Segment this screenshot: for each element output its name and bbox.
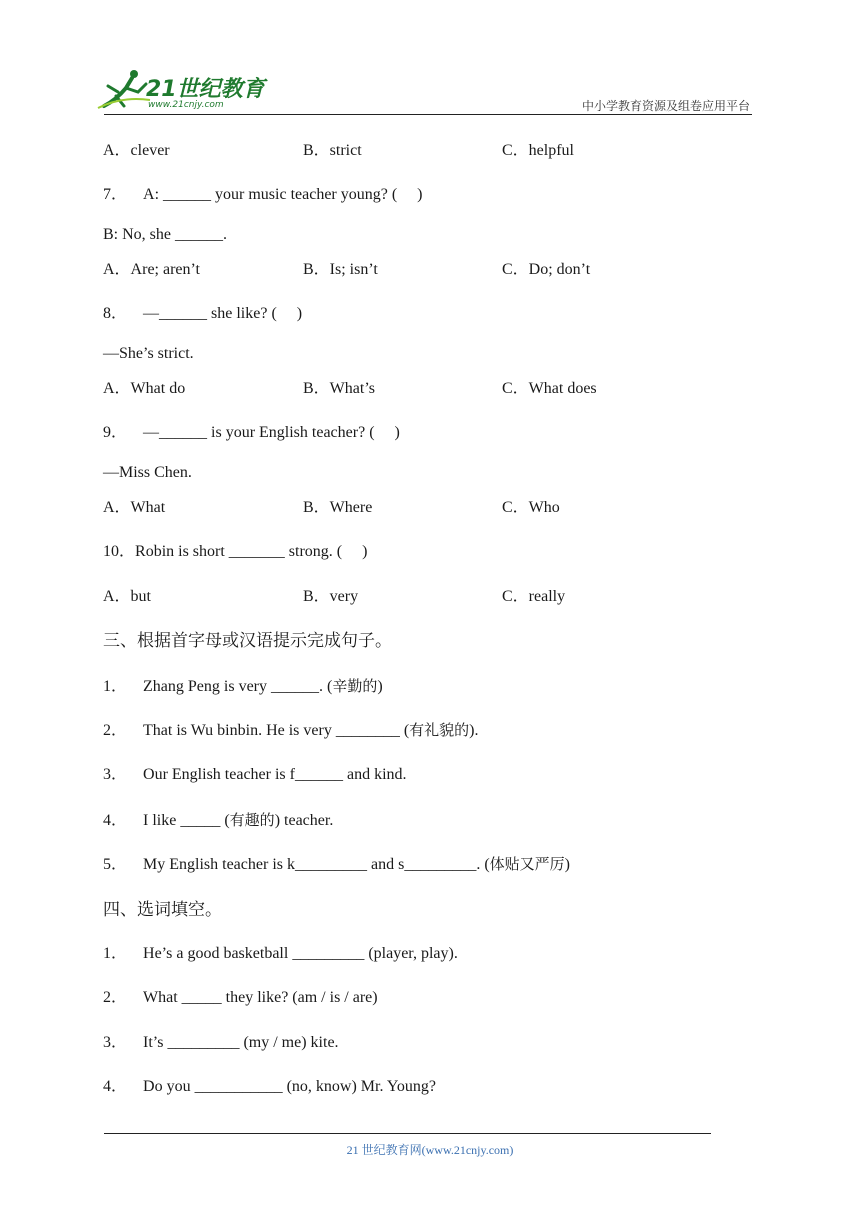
q8-number: 8． (103, 305, 128, 322)
q7-question (103, 185, 423, 205)
runner-logo-icon (96, 66, 152, 112)
s3-item-5-hint: 体贴又严厉 (489, 855, 565, 873)
s3-item-4-hint: 有趣的 (229, 811, 275, 829)
q10-option-b: B．very (303, 588, 359, 605)
q7-answer-line: B: No, she ______. (103, 226, 227, 243)
q9-option-c: C．Who (502, 499, 560, 516)
s3-item-2-hint: 有礼貌的 (409, 721, 470, 739)
s3-item-3: 3． Our English teacher is f______ and kind. (103, 766, 407, 783)
q8-option-b: B．What’s (303, 380, 375, 397)
logo-text: 21世纪教育 (146, 77, 265, 102)
footer-text: 21 世纪教育网(www.21cnjy.com) (346, 1143, 514, 1157)
platform-title: 中小学教育资源及组卷应用平台 (581, 99, 750, 113)
s4-item-1: 1． He’s a good basketball _________ (player, play). (103, 945, 458, 962)
header-divider (104, 114, 752, 115)
page-header (0, 0, 860, 120)
footer-divider (104, 1133, 711, 1134)
s3-item-1: 1． Zhang Peng is very ______. (辛勤的) (103, 677, 383, 695)
logo (96, 66, 266, 114)
q8-option-a: A．What do (103, 380, 186, 397)
q7-number: 7． (103, 186, 128, 203)
q10-text: Robin is short _______ strong. ( ) (135, 543, 368, 560)
q6-option-b: B．strict (303, 142, 362, 159)
q9-answer-line: —Miss Chen. (103, 464, 192, 481)
q6-option-a: A．clever (103, 142, 170, 159)
s3-item-2: 2． That is Wu binbin. He is very ________ (有礼貌的). (103, 721, 479, 739)
q9-text: —______ is your English teacher? ( ) (143, 424, 400, 441)
q10-question (103, 542, 367, 562)
s4-item-4: 4． Do you ___________ (no, know) Mr. Young? (103, 1078, 436, 1095)
section-3-title: 三、根据首字母或汉语提示完成句子。 (103, 631, 392, 651)
q10-option-a: A．but (103, 588, 152, 605)
q8-answer-line: —She’s strict. (103, 345, 194, 362)
q8-text: —______ she like? ( ) (143, 305, 303, 322)
q6-option-c: C．helpful (502, 142, 574, 159)
q8-question (103, 304, 302, 324)
logo-url: www.21cnjy.com (148, 100, 224, 110)
s3-item-5: 5． My English teacher is k_________ and s_________. (体贴又严厉) (103, 855, 570, 873)
q7-text: A: ______ your music teacher young? ( ) (143, 186, 423, 203)
q8-option-c: C．What does (502, 380, 597, 397)
s3-item-1-hint: 辛勤的 (332, 677, 378, 695)
section-4-title: 四、选词填空。 (103, 900, 222, 920)
s3-item-4: 4． I like _____ (有趣的) teacher. (103, 811, 334, 829)
s4-item-3: 3． It’s _________ (my / me) kite. (103, 1034, 339, 1051)
q10-number: 10． (103, 543, 136, 560)
q9-option-b: B．Where (303, 499, 373, 516)
q7-option-b: B．Is; isn’t (303, 261, 378, 278)
q9-option-a: A．What (103, 499, 166, 516)
q7-option-c: C．Do; don’t (502, 261, 591, 278)
q9-question (103, 423, 400, 443)
q9-number: 9． (103, 424, 128, 441)
q10-option-c: C．really (502, 588, 566, 605)
s4-item-2: 2． What _____ they like? (am / is / are) (103, 989, 378, 1006)
q7-option-a: A．Are; aren’t (103, 261, 201, 278)
